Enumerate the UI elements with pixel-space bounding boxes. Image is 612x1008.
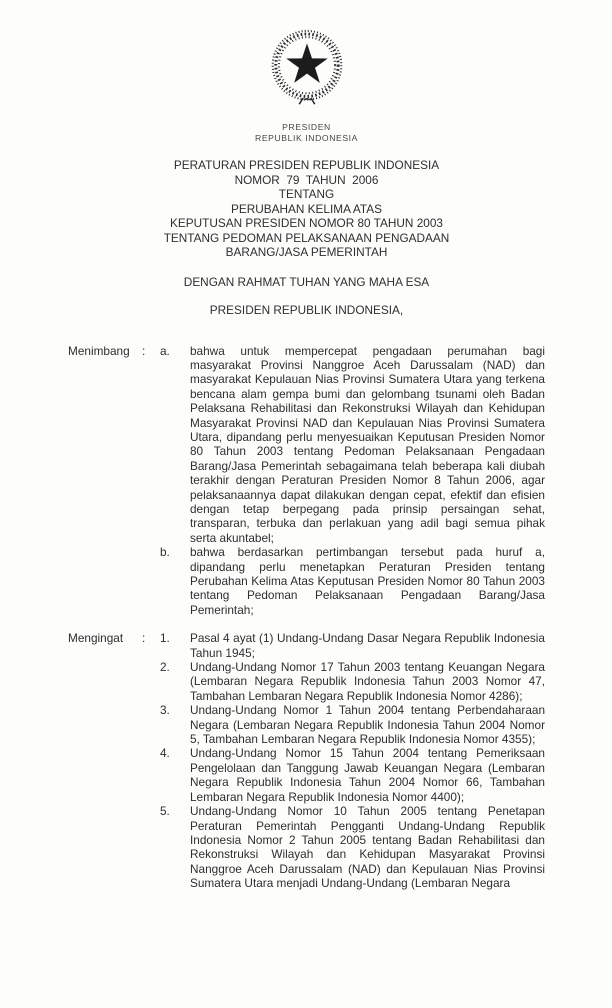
seal-title: PRESIDEN: [282, 122, 331, 132]
title-line-barang-jasa: BARANG/JASA PEMERINTAH: [225, 245, 388, 259]
item-text: bahwa berdasarkan pertimbangan tersebut pada huruf a, dipandang perlu menetapkan Peraturan Presiden tentang Perubahan Kelima Atas Keputusan Presiden Nomor 80 Tahun 2003 tentang Pedoman Pelaksanaan Pengadaan Barang/Jasa Pemerintah;: [190, 545, 545, 617]
item-marker: b.: [160, 545, 170, 560]
item-text: Undang-Undang Nomor 17 Tahun 2003 tentang Keuangan Negara (Lembaran Negara Republik Indonesia Tahun 2003 Nomor 47, Tambahan Lembaran Negara Republik Indonesia Nomor 4286);: [190, 660, 545, 703]
item-text: Pasal 4 ayat (1) Undang-Undang Dasar Negara Republik Indonesia Tahun 1945;: [190, 631, 545, 660]
issuer-line: PRESIDEN REPUBLIK INDONESIA,: [209, 303, 404, 317]
item-text: Undang-Undang Nomor 10 Tahun 2005 tentang Penetapan Peraturan Pemerintah Pengganti Undang-Undang Republik Indonesia Nomor 2 Tahun 2005 tentang Badan Rehabilitasi dan Rekonstruksi Wilayah dan Kehidupan Masyarakat Provinsi Nanggroe Aceh Darussalam (NAD) dan Kepulauan Nias Provinsi Sumatera Utara menjadi Undang-Undang (Lembaran Negara: [190, 804, 545, 891]
title-line-pedoman: TENTANG PEDOMAN PELAKSANAAN PENGADAAN: [163, 230, 450, 245]
section-menimbang: [68, 344, 545, 618]
title-line-perubahan: PERUBAHAN KELIMA ATAS: [230, 201, 382, 216]
section-mengingat: [68, 631, 545, 890]
item-text: bahwa untuk mempercepat pengadaan perumahan bagi masyarakat Provinsi Nanggroe Aceh Darussalam (NAD) dan masyarakat Kepulauan Nias Provinsi Sumatera Utara yang terkena bencana alam gempa bumi dan gelombang tsunami oleh Badan Pelaksana Rehabilitasi dan Rekonstruksi Wilayah dan Kehidupan Masyarakat Provinsi NAD dan Kepulauan Nias Provinsi Sumatera Utara, dipandang perlu menyesuaikan Keputusan Presiden Nomor 80 Tahun 2003 tentang Pedoman Pelaksanaan Pengadaan Barang/Jasa Pemerintah sebagaimana telah beberapa kali diubah terakhir dengan Peraturan Presiden Nomor 8 Tahun 2006, agar pelaksanaannya dapat dilakukan dengan cepat, efektif dan efisien dengan tetap berpegang pada prinsip persaingan sehat, transparan, terbuka dan perlakuan yang adil bagi semua pihak serta akuntabel;: [190, 343, 545, 545]
title-line-tentang: TENTANG: [278, 187, 335, 201]
section-colon: :: [142, 343, 146, 358]
seal-subtitle: REPUBLIK INDONESIA: [255, 133, 358, 143]
letterhead: [68, 27, 545, 144]
item-text: Undang-Undang Nomor 1 Tahun 2004 tentang Perbendaharaan Negara (Lembaran Negara Republik Indonesia Tahun 2004 Nomor 5, Tambahan Lembaran Negara Republik Indonesia Nomor 4355);: [190, 703, 545, 747]
item-marker: 3.: [160, 703, 170, 718]
item-text: Undang-Undang Nomor 15 Tahun 2004 tentang Pemeriksaan Pengelolaan dan Tanggung Jawab Keuangan Negara (Lembaran Negara Republik Indonesia Tahun 2004 Nomor 66, Tambahan Lembaran Negara Republik Indonesia Nomor 4400);: [190, 746, 545, 804]
title-line-keputusan: KEPUTUSAN PRESIDEN NOMOR 80 TAHUN 2003: [170, 216, 443, 230]
presidential-seal-icon: [268, 27, 346, 105]
regulation-title: [68, 158, 545, 260]
item-marker: 4.: [160, 746, 170, 761]
title-line-regulation: PERATURAN PRESIDEN REPUBLIK INDONESIA: [173, 158, 440, 172]
item-marker: 1.: [160, 631, 170, 646]
item-marker: a.: [160, 343, 170, 358]
invocation-line: DENGAN RAHMAT TUHAN YANG MAHA ESA: [183, 274, 430, 289]
item-marker: 2.: [160, 660, 170, 675]
section-colon: :: [142, 631, 146, 646]
star-icon: [286, 43, 327, 83]
section-label-mengingat: Mengingat: [68, 631, 124, 646]
title-line-number: NOMOR 79 TAHUN 2006: [234, 172, 379, 187]
item-marker: 5.: [160, 804, 170, 819]
section-label-menimbang: Menimbang: [68, 343, 130, 358]
